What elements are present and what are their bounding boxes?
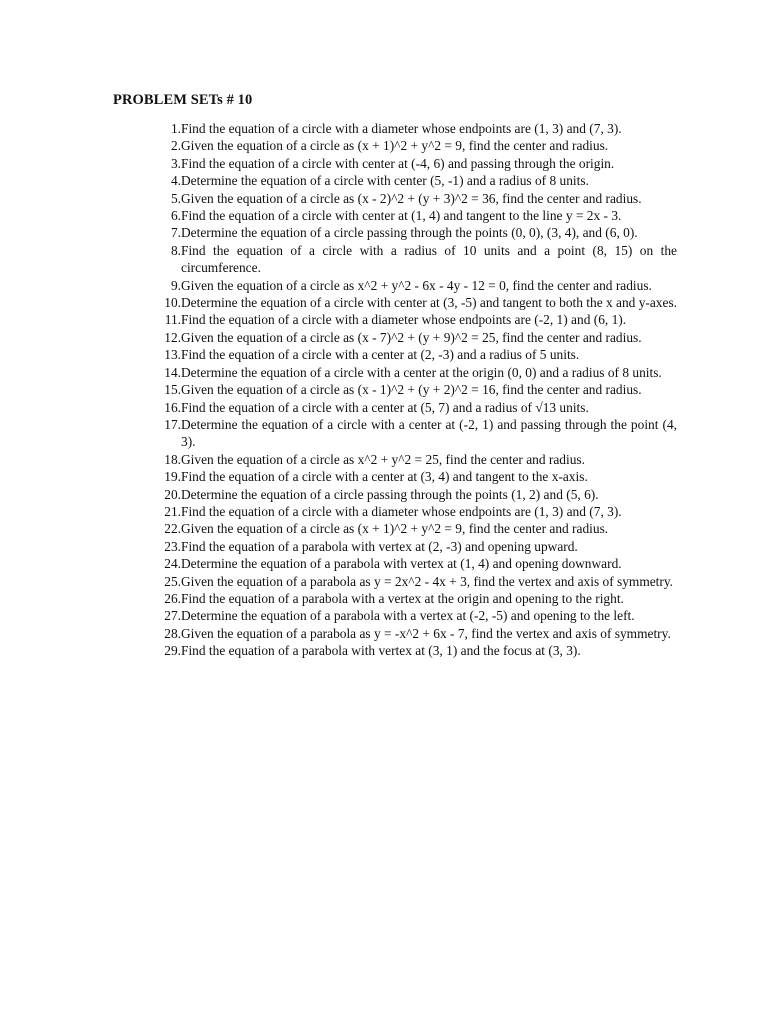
problem-text: Given the equation of a circle as x^2 + y^2 = 25, find the center and radius.: [181, 451, 585, 467]
problem-number: 22.: [164, 521, 181, 537]
problem-text: Determine the equation of a circle passing through the points (0, 0), (3, 4), and (6, 0).: [181, 225, 638, 241]
problem-item: [149, 607, 677, 624]
problem-item: [149, 364, 677, 381]
problem-number: 10.: [164, 295, 181, 311]
problem-text: Determine the equation of a circle with center at (3, -5) and tangent to both the x and y-axes.: [181, 295, 678, 311]
problem-item: [149, 311, 677, 328]
problem-number: 16.: [164, 399, 181, 415]
problem-text: Given the equation of a circle as x^2 + y^2 - 6x - 4y - 12 = 0, find the center and radius.: [181, 277, 652, 293]
problem-text: Determine the equation of a circle with center (5, -1) and a radius of 8 units.: [181, 173, 589, 189]
problem-item: [149, 120, 677, 137]
problem-number: 25.: [164, 573, 181, 589]
problem-item: [149, 416, 677, 451]
problem-number: 9.: [170, 277, 181, 293]
problem-text: Find the equation of a circle with a center at (3, 4) and tangent to the x-axis.: [181, 469, 588, 485]
page-title: PROBLEM SETs # 10: [113, 92, 253, 108]
problem-item: [149, 155, 677, 172]
problem-text: Determine the equation of a parabola with a vertex at (-2, -5) and opening to the left.: [181, 608, 635, 624]
problem-text: Find the equation of a circle with center at (1, 4) and tangent to the line y = 2x - 3.: [181, 208, 622, 224]
problem-text: Find the equation of a circle with a diameter whose endpoints are (1, 3) and (7, 3).: [181, 503, 622, 519]
problem-number: 5.: [170, 190, 181, 206]
problem-number: 18.: [164, 451, 181, 467]
problem-item: [149, 590, 677, 607]
problem-text: Given the equation of a parabola as y = 2x^2 - 4x + 3, find the vertex and axis of symmetry.: [181, 573, 674, 589]
problem-number: 2.: [170, 138, 181, 154]
problem-number: 12.: [164, 329, 181, 345]
problem-number: 3.: [170, 155, 181, 171]
problem-number: 21.: [164, 503, 181, 519]
problem-text: Determine the equation of a circle with a center at (-2, 1) and passing through the point (4, 3).: [181, 416, 677, 450]
problem-number: 29.: [164, 643, 181, 659]
problem-text: Find the equation of a parabola with a vertex at the origin and opening to the right.: [181, 590, 624, 606]
problem-number: 15.: [164, 382, 181, 398]
problem-list: [149, 120, 677, 660]
problem-item: [149, 555, 677, 572]
problem-item: [149, 329, 677, 346]
problem-item: [149, 503, 677, 520]
problem-item: [149, 642, 677, 659]
problem-text: Given the equation of a circle as (x + 1)^2 + y^2 = 9, find the center and radius.: [181, 521, 609, 537]
problem-text: Find the equation of a circle with a center at (2, -3) and a radius of 5 units.: [181, 347, 580, 363]
problem-text: Given the equation of a circle as (x + 1)^2 + y^2 = 9, find the center and radius.: [181, 138, 609, 154]
problem-text: Determine the equation of a circle passing through the points (1, 2) and (5, 6).: [181, 486, 599, 502]
problem-number: 27.: [164, 608, 181, 624]
problem-item: [149, 137, 677, 154]
problem-number: 17.: [164, 416, 181, 432]
problem-text: Determine the equation of a parabola with vertex at (1, 4) and opening downward.: [181, 556, 622, 572]
problem-text: Find the equation of a circle with a radius of 10 units and a point (8, 15) on the circumference.: [181, 242, 677, 276]
problem-number: 8.: [170, 242, 181, 258]
problem-item: [149, 486, 677, 503]
problem-number: 14.: [164, 364, 181, 380]
problem-item: [149, 190, 677, 207]
problem-item: [149, 538, 677, 555]
problem-text: Find the equation of a circle with a center at (5, 7) and a radius of √13 units.: [181, 399, 589, 415]
problem-text: Determine the equation of a circle with a center at the origin (0, 0) and a radius of 8 units.: [181, 364, 662, 380]
problem-text: Given the equation of a parabola as y = -x^2 + 6x - 7, find the vertex and axis of symmetry.: [181, 625, 671, 641]
problem-number: 6.: [170, 208, 181, 224]
problem-text: Given the equation of a circle as (x - 7)^2 + (y + 9)^2 = 25, find the center and radius.: [181, 329, 642, 345]
problem-text: Find the equation of a circle with a diameter whose endpoints are (-2, 1) and (6, 1).: [181, 312, 627, 328]
problem-item: [149, 520, 677, 537]
problem-item: [149, 573, 677, 590]
problem-item: [149, 399, 677, 416]
problem-number: 7.: [170, 225, 181, 241]
problem-number: 23.: [164, 538, 181, 554]
problem-number: 1.: [170, 121, 181, 136]
problem-number: 13.: [164, 347, 181, 363]
problem-item: [149, 625, 677, 642]
problem-item: [149, 224, 677, 241]
problem-number: 11.: [164, 312, 181, 328]
problem-number: 19.: [164, 469, 181, 485]
problem-text: Given the equation of a circle as (x - 1)^2 + (y + 2)^2 = 16, find the center and radius.: [181, 382, 642, 398]
problem-text: Given the equation of a circle as (x - 2)^2 + (y + 3)^2 = 36, find the center and radius.: [181, 190, 642, 206]
problem-number: 20.: [164, 486, 181, 502]
problem-item: [149, 172, 677, 189]
problem-number: 4.: [170, 173, 181, 189]
problem-number: 24.: [164, 556, 181, 572]
problem-text: Find the equation of a parabola with vertex at (2, -3) and opening upward.: [181, 538, 578, 554]
problem-item: [149, 277, 677, 294]
problem-text: Find the equation of a parabola with vertex at (3, 1) and the focus at (3, 3).: [181, 643, 581, 659]
problem-text: Find the equation of a circle with center at (-4, 6) and passing through the origin.: [181, 155, 615, 171]
problem-number: 28.: [164, 625, 181, 641]
problem-number: 26.: [164, 590, 181, 606]
problem-item: [149, 294, 677, 311]
problem-item: [149, 242, 677, 277]
problem-text: Find the equation of a circle with a diameter whose endpoints are (1, 3) and (7, 3).: [181, 121, 622, 136]
problem-item: [149, 346, 677, 363]
problem-item: [149, 468, 677, 485]
problem-item: [149, 381, 677, 398]
problem-item: [149, 207, 677, 224]
problem-item: [149, 451, 677, 468]
